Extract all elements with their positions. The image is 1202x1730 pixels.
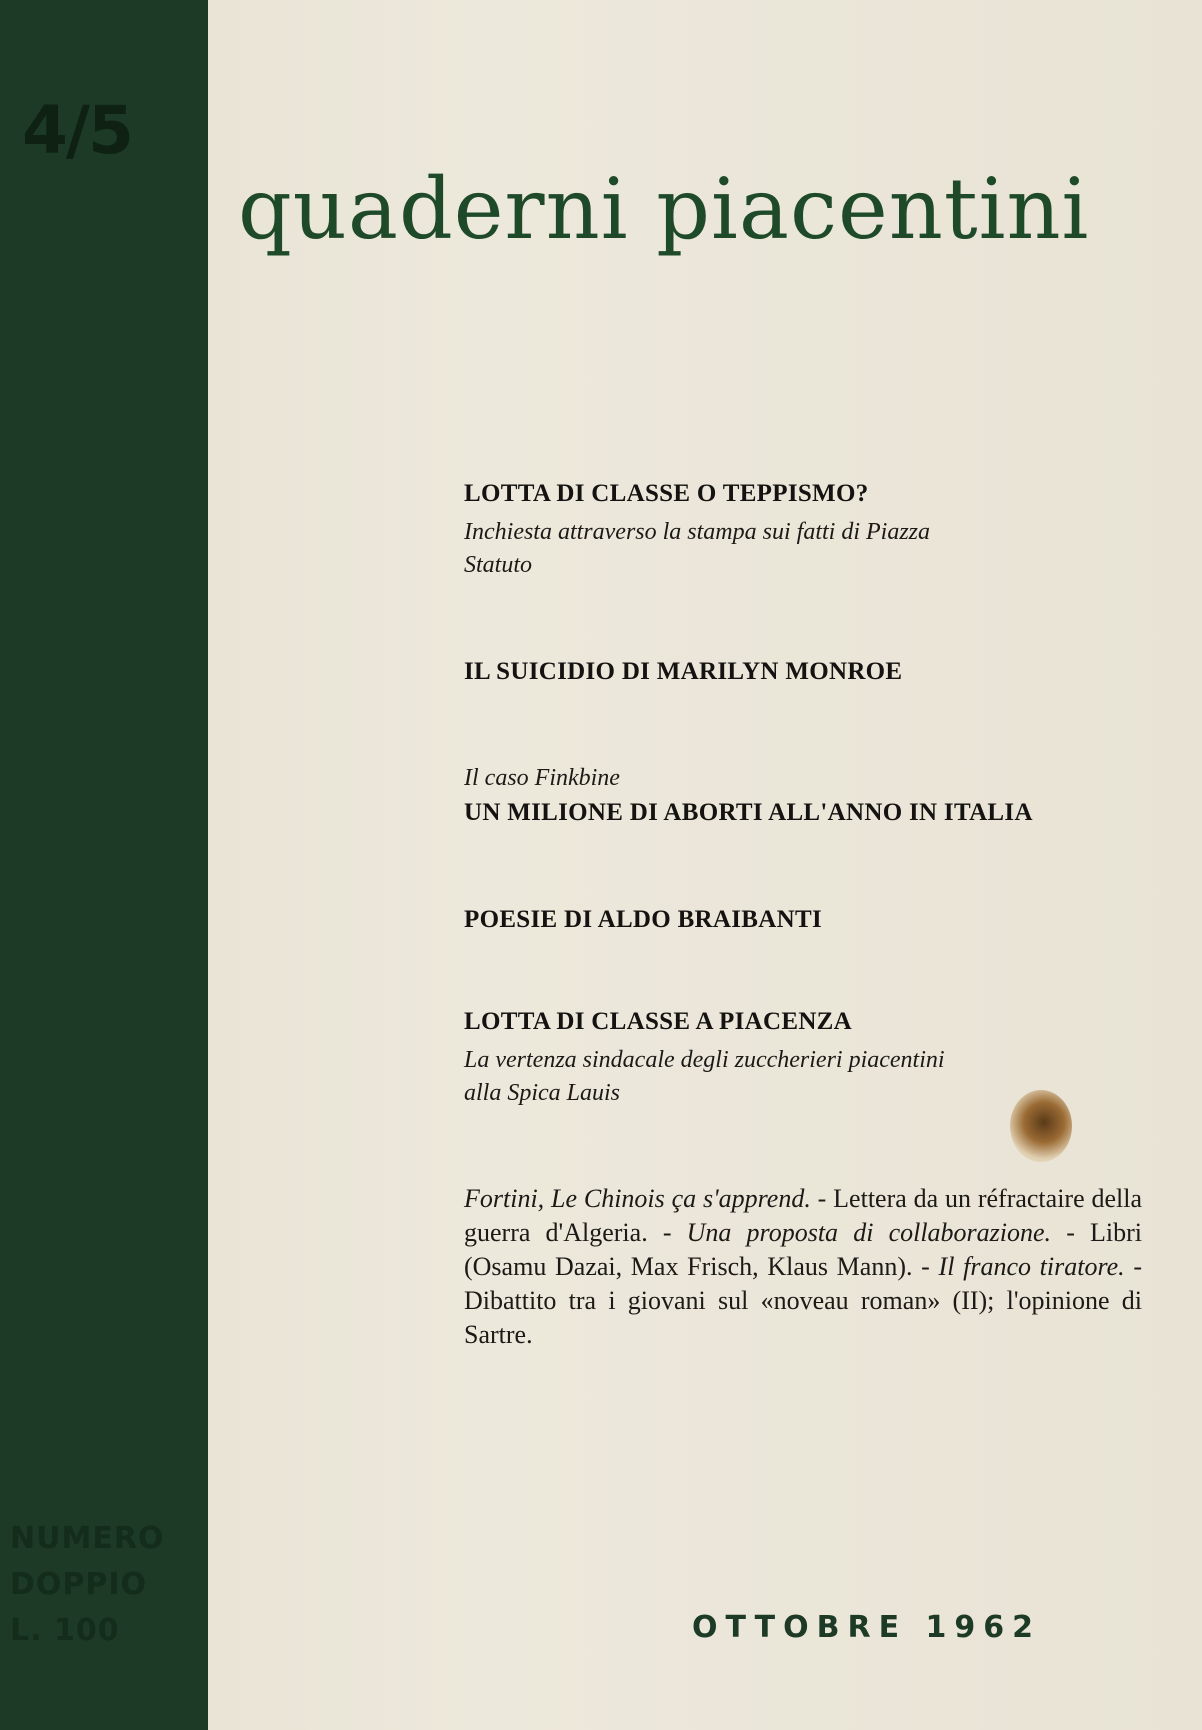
summary-libri: - Libri (Osamu Dazai, Max Frisch, Klaus Mann). - — [464, 1218, 1142, 1281]
summary-lettera: - Lettera da un réfractaire della guerra d'Algeria. - — [464, 1184, 1142, 1247]
article-1-heading: LOTTA DI CLASSE O TEPPISMO? — [464, 480, 869, 507]
foxing-stain — [1010, 1090, 1072, 1162]
article-3 — [464, 762, 1142, 829]
article-5-heading: LOTTA DI CLASSE A PIACENZA — [464, 1008, 852, 1035]
summary-franco-tiratore: Il franco tiratore. — [938, 1252, 1125, 1281]
issue-label-numero: NUMERO — [10, 1521, 165, 1556]
article-5-subtitle-line-2: alla Spica Lauis — [464, 1080, 621, 1106]
issue-number: 4/5 — [22, 92, 132, 169]
article-4-heading: POESIE DI ALDO BRAIBANTI — [464, 906, 822, 933]
green-side-band — [0, 0, 208, 1730]
article-2 — [464, 656, 1142, 688]
issue-label-doppio: DOPPIO — [10, 1567, 148, 1602]
article-3-heading: UN MILIONE DI ABORTI ALL'ANNO IN ITALIA — [464, 799, 1033, 826]
article-1 — [464, 478, 1142, 582]
article-1-subtitle-line-2: Statuto — [464, 552, 533, 578]
contents-summary — [464, 1182, 1142, 1352]
summary-dibattito: - Dibattito tra i giovani sul «noveau roman» (II); l'opinione di Sartre. — [464, 1252, 1142, 1349]
article-3-kicker: Il caso Finkbine — [464, 765, 620, 791]
summary-fortini: Fortini, Le Chinois ça s'apprend. — [464, 1184, 811, 1213]
article-4 — [464, 904, 1142, 936]
article-2-heading: IL SUICIDIO DI MARILYN MONROE — [464, 658, 903, 685]
issue-price: L. 100 — [10, 1613, 120, 1648]
article-5-subtitle-line-1: La vertenza sindacale degli zuccherieri piacentini — [464, 1047, 945, 1073]
issue-date: OTTOBRE 1962 — [692, 1610, 1042, 1645]
summary-proposta: Una proposta di collaborazione. — [686, 1218, 1052, 1247]
masthead-title: quaderni piacentini — [238, 160, 1090, 258]
article-1-subtitle-line-1: Inchiesta attraverso la stampa sui fatti di Piazza — [464, 519, 930, 545]
